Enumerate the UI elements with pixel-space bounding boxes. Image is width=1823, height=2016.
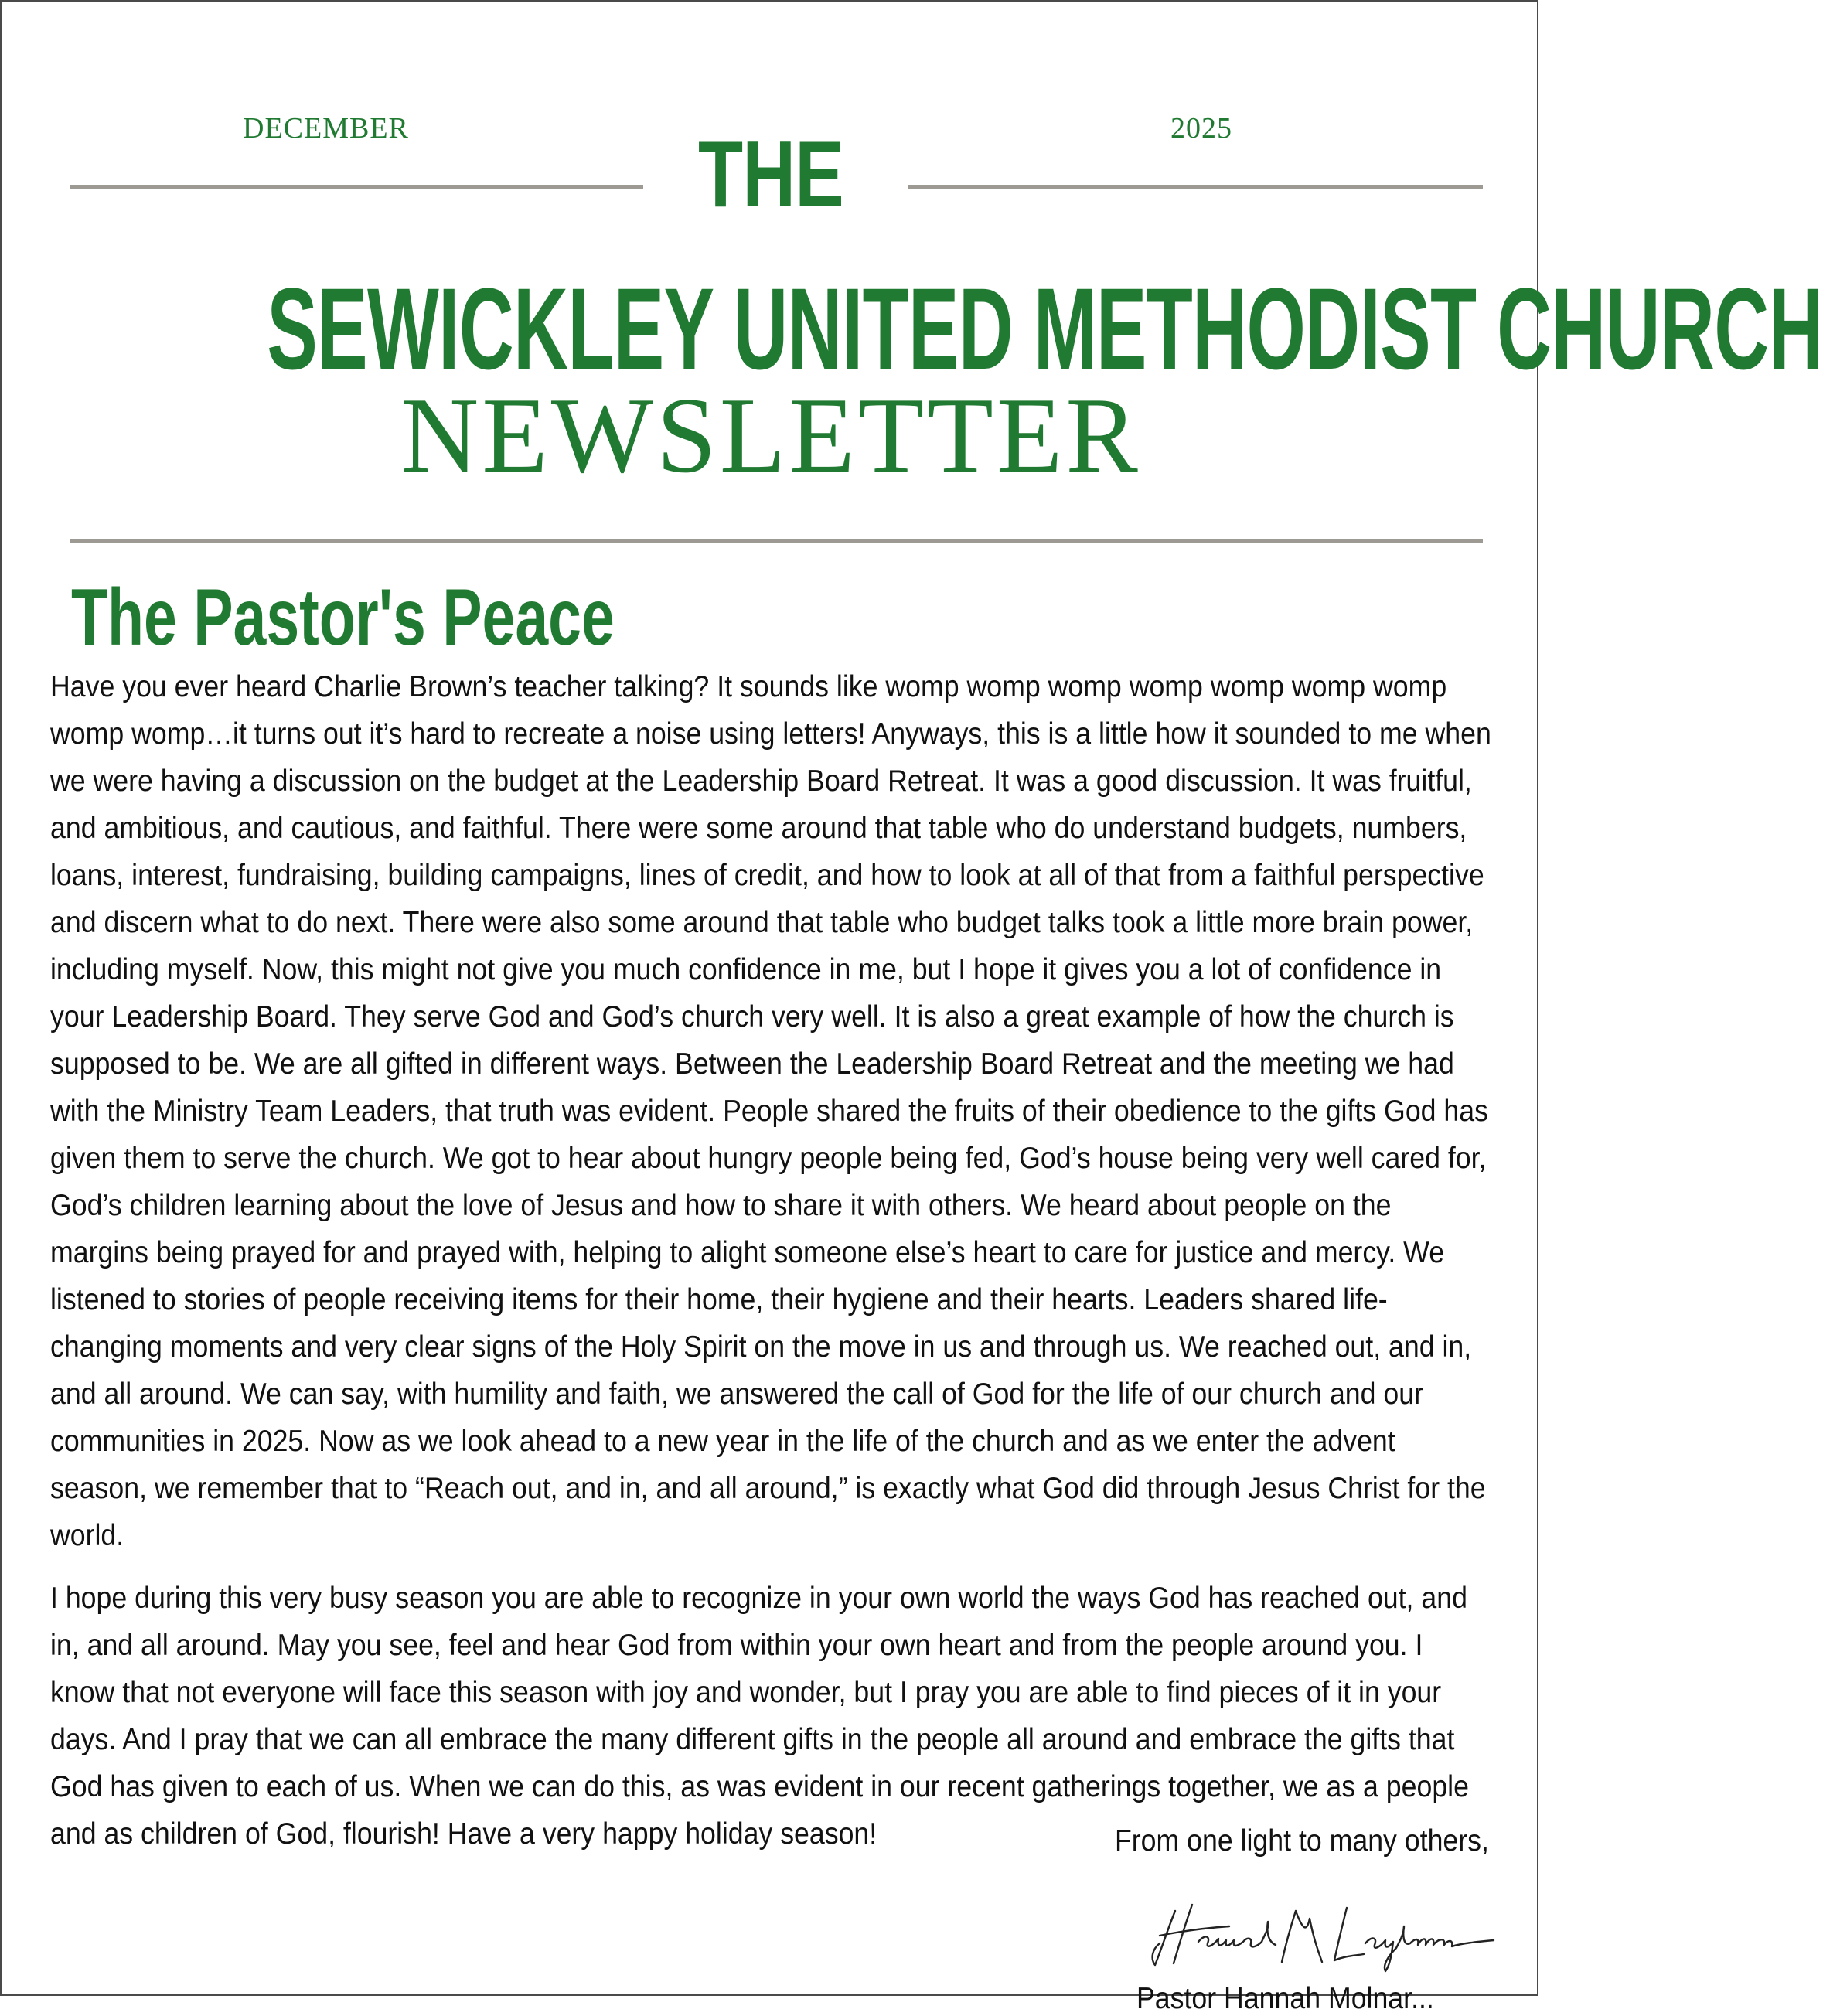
masthead-the: THE <box>698 121 843 226</box>
article-body <box>50 663 1494 1873</box>
article-paragraph: I hope during this very busy season you are able to recognize in your own world the ways God has reached out, and in, and all around. May you see, feel and hear God from within your own heart and from the people around you. I know that not everyone will face this season with joy and wonder, but I pray you are able to find pieces of it in your days. And I pray that we can all embrace the many different gifts in the people all around and embrace the gifts that God has given to each of us. When we can do this, as was evident in our recent gatherings together, we as a people and as children of God, flourish! Have a very happy holiday season! <box>50 1582 1469 1851</box>
issue-month: DECEMBER <box>243 112 409 145</box>
signer-name: Pastor Hannah Molnar... <box>1136 1982 1434 2015</box>
article-paragraph: Have you ever heard Charlie Brown’s teacher talking? It sounds like womp womp womp womp womp womp womp womp womp…it turns out it’s hard to recreate a noise using letters! Anyways, this is a little how it sounded to me when we were having a discussion on the budget at the Leadership Board Retreat. It was a good discussion. It was fruitful, and ambitious, and cautious, and faithful. There were some around that table who do understand budgets, numbers, loans, interest, fundraising, building campaigns, lines of credit, and how to look at all of that from a faithful perspective and discern what to do next. There were also some around that table who budget talks took a little more brain power, including myself. Now, this might not give you much confidence in me, but I hope it gives you a lot of confidence in your Leadership Board. They serve God and God’s church very well. It is also a great example of how the church is supposed to be. We are all gifted in different ways. Between the Leadership Board Retreat and the meeting we had with the Ministry Team Leaders, that truth was evident. People shared the fruits of their obedience to the gifts God has given them to serve the church. We got to hear about hungry people being fed, God’s house being very well cared for, God’s children learning about the love of Jesus and how to share it with others. We heard about people on the margins being prayed for and prayed with, helping to alight someone else’s heart to care for justice and mercy. We listened to stories of people receiving items for their home, their hygiene and their hearts. Leaders shared life-changing moments and very clear signs of the Holy Spirit on the move in us and through us. We reached out, and in, and all around. We can say, with humility and faith, we answered the call of God for the life of our church and our communities in 2025. Now as we look ahead to a new year in the life of the church and as we enter the advent season, we remember that to “Reach out, and in, and all around,” is exactly what God did through Jesus Christ for the world. <box>50 670 1491 1552</box>
section-title: The Pastor's Peace <box>71 573 615 662</box>
signature <box>1144 1888 1500 1973</box>
masthead-rule-bottom <box>70 539 1483 543</box>
masthead-church-name: SEWICKLEY UNITED METHODIST CHURCH <box>267 264 1823 393</box>
closing-line: From one light to many others, <box>1115 1824 1489 1858</box>
masthead-newsletter: NEWSLETTER <box>400 376 1141 495</box>
issue-year: 2025 <box>1170 112 1232 145</box>
